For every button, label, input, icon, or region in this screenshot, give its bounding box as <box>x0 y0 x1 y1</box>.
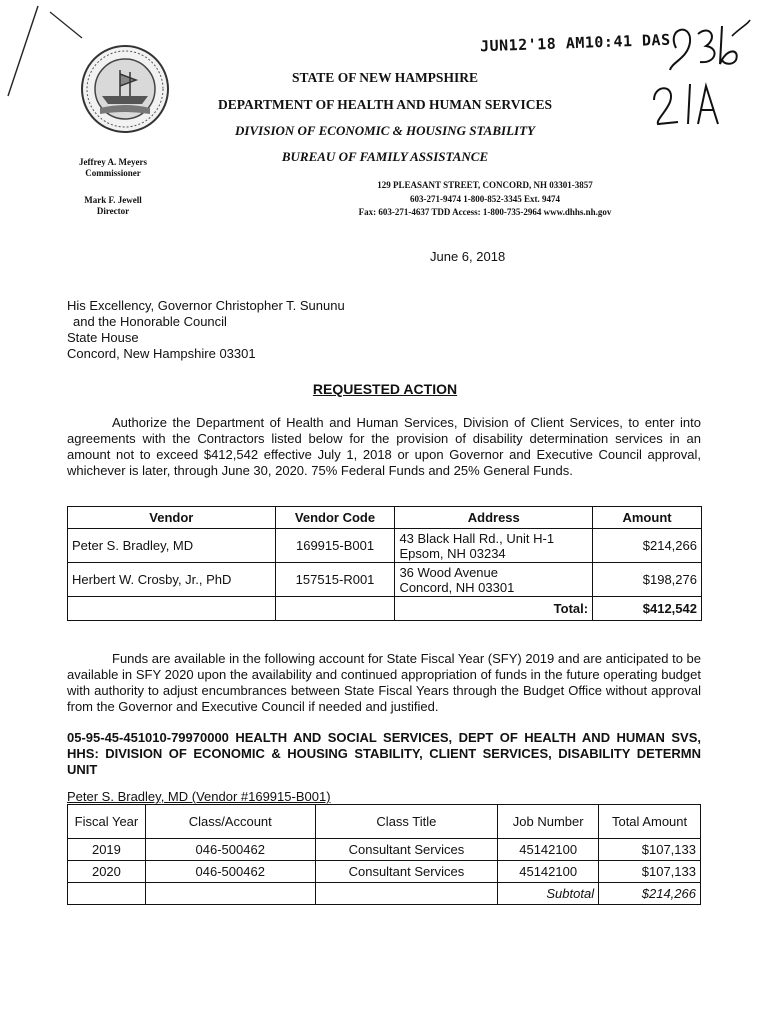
total-amount-header: Total Amount <box>599 805 701 839</box>
table-row <box>68 839 701 861</box>
address-line1: 36 Wood Avenue <box>399 564 498 580</box>
class-title-header: Class Title <box>315 805 498 839</box>
director-name: Mark F. Jewell <box>84 195 142 205</box>
letterhead-address: 129 PLEASANT STREET, CONCORD, NH 03301-3857 <box>377 180 593 190</box>
title-cell: Consultant Services <box>315 861 498 883</box>
year-cell: 2019 <box>68 839 146 861</box>
letterhead-state: STATE OF NEW HAMPSHIRE <box>292 70 478 85</box>
table-row <box>68 563 702 597</box>
budget-table-header <box>68 805 701 839</box>
letterhead-division: DIVISION OF ECONOMIC & HOUSING STABILITY <box>235 123 535 138</box>
table-row <box>68 529 702 563</box>
letterhead-bureau: BUREAU OF FAMILY ASSISTANCE <box>281 149 489 164</box>
account-cell: 046-500462 <box>145 861 315 883</box>
subtotal-label: Subtotal <box>498 883 599 905</box>
table-row <box>68 861 701 883</box>
address-header: Address <box>395 507 593 529</box>
funds-text: Funds are available in the following account for State Fiscal Year (SFY) 2019 and are anticipated to be available in SFY 2020 upon the availability and continued appropriation of funds in the future operating budget with authority to adjust encumbrances between State Fiscal Years through the Budget Office without approval from the Governor and Executive Council if needed and justified. <box>67 651 701 714</box>
vendor-table-header <box>68 507 702 529</box>
vendor-header: Vendor <box>68 507 276 529</box>
vendor-cell: Peter S. Bradley, MD <box>68 529 276 563</box>
director-title: Director <box>96 206 130 216</box>
job-cell: 45142100 <box>498 861 599 883</box>
account-vendor-label: Peter S. Bradley, MD (Vendor #169915-B001) <box>67 789 331 804</box>
fiscal-year-header: Fiscal Year <box>68 805 146 839</box>
empty-cell <box>68 883 146 905</box>
handwritten-number <box>662 18 752 78</box>
subtotal-row <box>68 883 701 905</box>
empty-cell <box>275 597 395 621</box>
total-amount: $412,542 <box>593 597 702 621</box>
amount-cell: $107,133 <box>599 839 701 861</box>
address-cell <box>395 529 593 563</box>
empty-cell <box>315 883 498 905</box>
funds-paragraph <box>67 651 701 715</box>
address-line2: Epsom, NH 03234 <box>399 545 506 561</box>
commissioner-name: Jeffrey A. Meyers <box>78 157 148 167</box>
amount-header: Amount <box>593 507 702 529</box>
job-cell: 45142100 <box>498 839 599 861</box>
account-cell: 046-500462 <box>145 839 315 861</box>
requested-action-heading: REQUESTED ACTION <box>312 381 458 397</box>
address-line1: 43 Black Hall Rd., Unit H-1 <box>399 530 555 546</box>
amount-cell: $198,276 <box>593 563 702 597</box>
class-account-header: Class/Account <box>145 805 315 839</box>
vendor-table <box>67 506 702 621</box>
total-label: Total: <box>395 597 593 621</box>
vendor-code-cell: 157515-R001 <box>275 563 395 597</box>
subtotal-amount: $214,266 <box>599 883 701 905</box>
address-line2: Concord, NH 03301 <box>399 579 515 595</box>
account-heading: 05-95-45-451010-79970000 HEALTH AND SOCIAL SERVICES, DEPT OF HEALTH AND HUMAN SVS, HHS: DIVISION OF ECONOMIC & HOUSING STABILITY, CLIENT SERVICES, DISABILITY DETERMN UNIT <box>67 730 701 777</box>
recipient-line1: His Excellency, Governor Christopher T. Sununu <box>67 298 345 313</box>
year-cell: 2020 <box>68 861 146 883</box>
vendor-code-cell: 169915-B001 <box>275 529 395 563</box>
commissioner-title: Commissioner <box>85 168 141 178</box>
letter-date: June 6, 2018 <box>430 249 506 264</box>
state-seal <box>80 44 170 134</box>
requested-action-paragraph <box>67 415 701 479</box>
title-cell: Consultant Services <box>315 839 498 861</box>
requested-action-text: Authorize the Department of Health and Human Services, Division of Client Services, to enter into agreements with the Contractors listed below for the provision of disability determination services in an amount not to exceed $412,542 effective July 1, 2018 or upon Governor and Executive Council approval, whichever is later, through June 30, 2020. 75% Federal Funds and 25% General Funds. <box>67 415 701 478</box>
amount-cell: $107,133 <box>599 861 701 883</box>
letterhead-department: DEPARTMENT OF HEALTH AND HUMAN SERVICES <box>218 97 552 112</box>
vendor-cell: Herbert W. Crosby, Jr., PhD <box>68 563 276 597</box>
job-number-header: Job Number <box>498 805 599 839</box>
letterhead-fax: Fax: 603-271-4637 TDD Access: 1-800-735-2964 www.dhhs.nh.gov <box>358 207 612 217</box>
amount-cell: $214,266 <box>593 529 702 563</box>
recipient-line2: and the Honorable Council <box>73 314 227 329</box>
vendor-code-header: Vendor Code <box>275 507 395 529</box>
budget-table <box>67 804 701 905</box>
address-cell <box>395 563 593 597</box>
recipient-line4: Concord, New Hampshire 03301 <box>67 346 256 361</box>
received-stamp: JUN12'18 AM10:41 DAS <box>479 30 671 56</box>
total-row <box>68 597 702 621</box>
empty-cell <box>68 597 276 621</box>
recipient-line3: State House <box>67 330 139 345</box>
empty-cell <box>145 883 315 905</box>
letterhead-phone: 603-271-9474 1-800-852-3345 Ext. 9474 <box>410 194 560 204</box>
